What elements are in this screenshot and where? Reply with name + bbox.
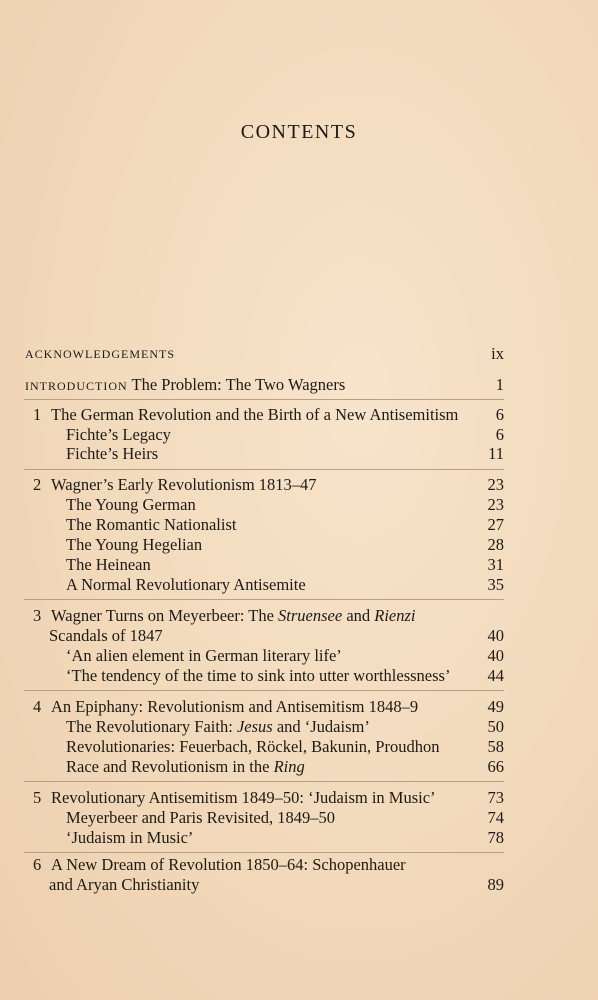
toc-page-number: 6 — [495, 405, 504, 424]
toc-chapter-1[interactable] — [0, 405, 598, 425]
toc-page-number: 73 — [487, 788, 504, 807]
toc-page-number: 28 — [487, 535, 504, 554]
chapter-title-line2: and Aryan Christianity — [49, 875, 200, 894]
section-title: The Heinean — [66, 555, 151, 574]
section-title: Meyerbeer and Paris Revisited, 1849–50 — [66, 808, 335, 827]
introduction-title: The Problem: The Two Wagners — [131, 375, 346, 394]
toc-page-number: 89 — [487, 875, 504, 894]
chapter-number: 5 — [33, 788, 42, 807]
toc-section[interactable] — [0, 646, 598, 666]
chapter-number: 1 — [33, 405, 42, 424]
chapter-number: 2 — [33, 475, 42, 494]
section-title: A Normal Revolutionary Antisemite — [66, 575, 306, 594]
toc-page-number: 78 — [487, 828, 504, 847]
toc-page-number: 23 — [487, 495, 504, 514]
toc-section[interactable] — [0, 555, 598, 575]
toc-page-number: 50 — [487, 717, 504, 736]
chapter-title: The German Revolution and the Birth of a New Antisemitism — [51, 405, 459, 424]
divider — [24, 852, 504, 853]
section-title: Revolutionaries: Feuerbach, Röckel, Bakunin, Proudhon — [66, 737, 440, 756]
toc-page-number: 66 — [487, 757, 504, 776]
chapter-number: 3 — [33, 606, 42, 625]
chapter-title — [51, 606, 416, 626]
toc-page-number: ix — [491, 344, 504, 363]
chapter-title: An Epiphany: Revolutionism and Antisemitism 1848–9 — [51, 697, 419, 716]
toc-chapter-2[interactable] — [0, 475, 598, 495]
toc-page-number: 44 — [487, 666, 504, 685]
toc-entry-introduction[interactable] — [0, 375, 598, 395]
toc-chapter-3-continued[interactable] — [0, 626, 598, 646]
toc-chapter-3[interactable] — [0, 606, 598, 626]
divider — [24, 690, 504, 691]
chapter-title-italic: Struensee — [278, 606, 343, 625]
section-title: ‘The tendency of the time to sink into utter worthlessness’ — [66, 666, 451, 685]
toc-page-number: 40 — [487, 626, 504, 645]
toc-section[interactable] — [0, 515, 598, 535]
toc-page-number: 31 — [487, 555, 504, 574]
divider — [24, 599, 504, 600]
toc-entry-label: ACKNOWLEDGEMENTS — [25, 347, 175, 361]
introduction-label: INTRODUCTION — [25, 379, 128, 393]
section-title: The Young Hegelian — [66, 535, 203, 554]
chapter-title: Wagner’s Early Revolutionism 1813–47 — [51, 475, 317, 494]
chapter-title: A New Dream of Revolution 1850–64: Schopenhauer — [51, 855, 406, 874]
toc-section[interactable] — [0, 444, 598, 464]
chapter-title-part: and — [342, 606, 375, 625]
section-title — [66, 757, 305, 777]
toc-entry-label — [25, 375, 345, 396]
toc-section[interactable] — [0, 535, 598, 555]
section-title — [66, 717, 370, 737]
toc-section[interactable] — [0, 757, 598, 777]
toc-section[interactable] — [0, 666, 598, 686]
toc-entry-acknowledgements[interactable] — [0, 344, 598, 364]
toc-page-number: 58 — [487, 737, 504, 756]
toc-page-number: 1 — [495, 375, 504, 394]
divider — [24, 399, 504, 400]
section-title: ‘An alien element in German literary life’ — [66, 646, 342, 665]
section-title: The Young German — [66, 495, 196, 514]
section-title: Fichte’s Legacy — [66, 425, 171, 444]
toc-page-number: 74 — [487, 808, 504, 827]
toc-page-number: 35 — [487, 575, 504, 594]
toc-chapter-6[interactable] — [0, 855, 598, 875]
toc-section[interactable] — [0, 717, 598, 737]
toc-section[interactable] — [0, 575, 598, 595]
toc-chapter-5[interactable] — [0, 788, 598, 808]
toc-page-number: 6 — [495, 425, 504, 444]
toc-chapter-4[interactable] — [0, 697, 598, 717]
chapter-number: 4 — [33, 697, 42, 716]
toc-page-number: 23 — [487, 475, 504, 494]
section-title: ‘Judaism in Music’ — [66, 828, 194, 847]
toc-section[interactable] — [0, 425, 598, 445]
toc-page-number: 49 — [487, 697, 504, 716]
chapter-title-italic: Rienzi — [374, 606, 416, 625]
section-title: The Romantic Nationalist — [66, 515, 237, 534]
section-title-italic: Jesus — [236, 717, 273, 736]
divider — [24, 781, 504, 782]
toc-section[interactable] — [0, 737, 598, 757]
chapter-title: Revolutionary Antisemitism 1849–50: ‘Judaism in Music’ — [51, 788, 436, 807]
divider — [24, 469, 504, 470]
chapter-title-part: Wagner Turns on Meyerbeer: The — [51, 606, 279, 625]
section-title: Fichte’s Heirs — [66, 444, 159, 463]
section-title-part: The Revolutionary Faith: — [66, 717, 237, 736]
section-title-part: Race and Revolutionism in the — [66, 757, 274, 776]
page-title: CONTENTS — [240, 121, 358, 143]
toc-page-number: 11 — [488, 444, 504, 463]
toc-page-number: 40 — [487, 646, 504, 665]
toc-chapter-6-continued[interactable] — [0, 875, 598, 895]
chapter-title-line2: Scandals of 1847 — [49, 626, 163, 645]
toc-page-number: 27 — [487, 515, 504, 534]
section-title-part: and ‘Judaism’ — [272, 717, 370, 736]
toc-section[interactable] — [0, 495, 598, 515]
toc-section[interactable] — [0, 828, 598, 848]
toc-section[interactable] — [0, 808, 598, 828]
chapter-number: 6 — [33, 855, 42, 874]
section-title-italic: Ring — [273, 757, 305, 776]
